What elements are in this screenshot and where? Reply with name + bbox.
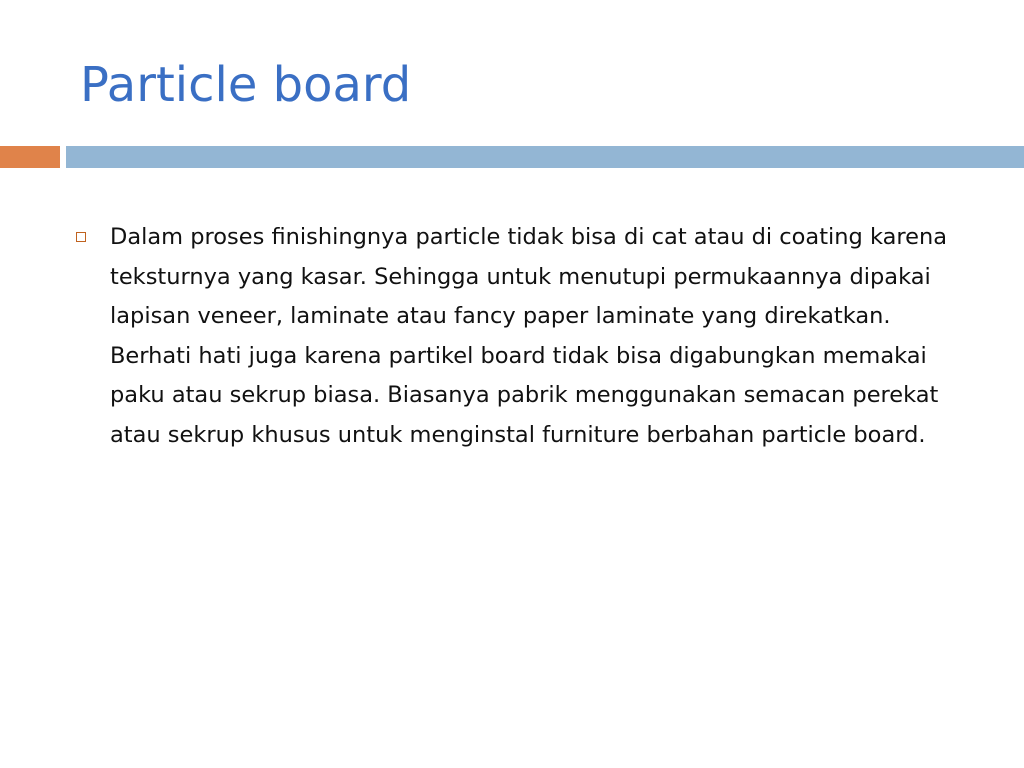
hollow-square-bullet-icon <box>76 232 86 242</box>
title-rule-accent <box>0 146 60 168</box>
bullet-text: Dalam proses finishingnya particle tidak bisa di cat atau di coating karena teksturnya yang kasar. Sehingga untuk menutupi permukaannya dipakai lapisan veneer, laminate atau fancy paper laminate yang direkatkan. Berhati hati juga karena partikel board tidak bisa digabungkan memakai paku atau sekrup biasa. Biasanya pabrik menggunakan semacan perekat atau sekrup khusus untuk menginstal furniture berbahan particle board. <box>110 224 948 448</box>
bullet-item <box>74 218 974 455</box>
bullet-list <box>74 218 974 455</box>
slide-title: Particle board <box>80 57 412 113</box>
title-rule <box>66 146 1024 168</box>
